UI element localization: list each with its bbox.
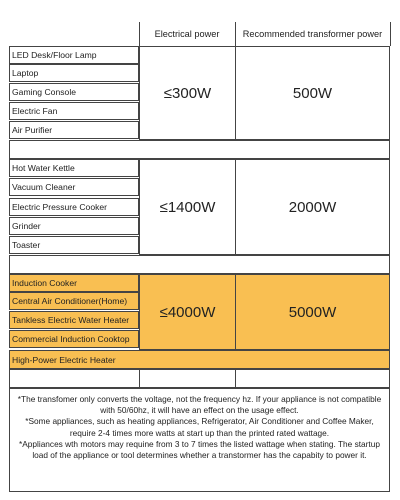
note-frequency: *The transfomer only converts the voltage, not the frequency hz. If your appliance is not compatible with 50/60hz, it will have an effect on the usage effect.	[17, 394, 382, 416]
appliance-row: Commercial Induction Cooktop	[9, 330, 139, 348]
header-divider	[390, 22, 391, 46]
notes-box	[9, 388, 390, 492]
electrical-power-cell: ≤4000W	[139, 274, 236, 350]
spacer-cell	[9, 369, 140, 388]
appliance-row: LED Desk/Floor Lamp	[9, 46, 139, 64]
electrical-power-cell: ≤300W	[139, 46, 236, 140]
header-recommended-transformer: Recommended transformer power	[242, 29, 383, 39]
appliance-row: Air Purifier	[9, 121, 139, 139]
appliance-row: Gaming Console	[9, 83, 139, 101]
appliance-row: Central Air Conditioner(Home)	[9, 292, 139, 310]
appliance-row: Grinder	[9, 217, 139, 235]
spacer-cell	[235, 369, 390, 388]
note-motor-load: *Appliances wth motors may requine from 3 to 7 times the listed wattage when stating. The startup load of the appliance or tool determines whether a transtormer has the capabity to power it.	[19, 438, 380, 461]
appliance-row: Laptop	[9, 64, 139, 82]
spacer-row	[9, 255, 390, 274]
appliance-row: Vacuum Cleaner	[9, 178, 139, 196]
appliance-row: Electric Fan	[9, 102, 139, 120]
transformer-power-cell: 2000W	[235, 159, 390, 255]
transformer-power-cell: 5000W	[235, 274, 390, 350]
spacer-cell	[139, 369, 236, 388]
electrical-power-cell: ≤1400W	[139, 159, 236, 255]
header-electrical-power: Electrical power	[154, 29, 220, 39]
appliance-row: Hot Water Kettle	[9, 159, 139, 177]
spacer-row	[9, 140, 390, 159]
appliance-row: Toaster	[9, 236, 139, 254]
appliance-row: Induction Cooker	[9, 274, 139, 292]
note-startup-wattage: *Some appliances, such as heating appliances, Refrigerator, Air Conditioner and Coffee Maker, require 2-4 times more watts at start up than the printed rated wattage.	[25, 416, 374, 438]
appliance-row: Electric Pressure Cooker	[9, 198, 139, 216]
appliance-row: High-Power Electric Heater	[9, 350, 390, 369]
transformer-power-cell: 500W	[235, 46, 390, 140]
appliance-row: Tankless Electric Water Heater	[9, 311, 139, 329]
